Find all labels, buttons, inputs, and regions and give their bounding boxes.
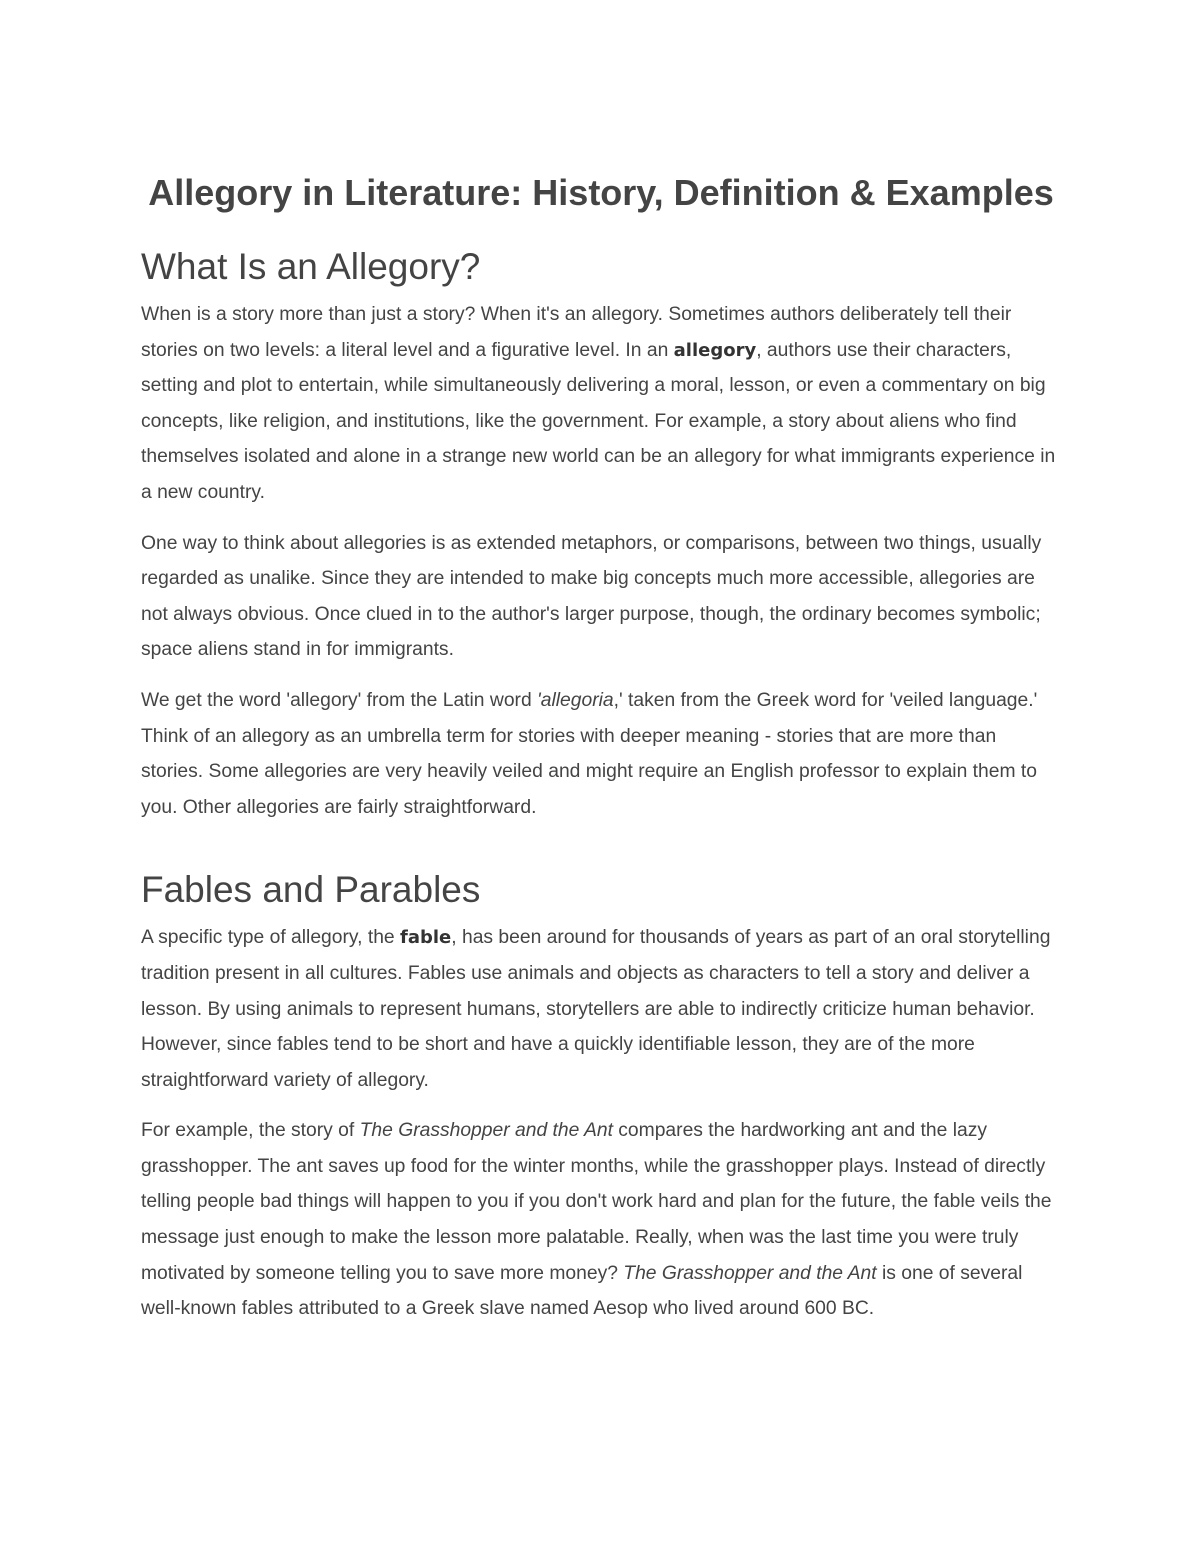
paragraph-word-origin	[141, 683, 1061, 825]
term-allegory: allegory	[673, 339, 757, 361]
story-title: The Grasshopper and the Ant	[359, 1120, 613, 1142]
story-title: The Grasshopper and the Ant	[623, 1262, 877, 1284]
paragraph-text: compares the hardworking ant and the lazy grasshopper. The ant saves up food for the winter months, while the grasshopper plays. Instead of directly telling people bad things will happen to you if you don't work hard and plan for the future, the fable veils the message just enough to make the lesson more palatable. Really, when was the last time you were truly motivated by someone telling you to save more money?	[141, 1120, 1052, 1284]
paragraph-extended-metaphors: One way to think about allegories is as extended metaphors, or comparisons, between two things, usually regarded as unalike. Since they are intended to make big concepts much more accessible, allegories are not always obvious. Once clued in to the author's larger purpose, though, the ordinary becomes symbolic; space aliens stand in for immigrants.	[141, 532, 1042, 661]
paragraph-text: For example, the story of	[141, 1120, 360, 1142]
latin-word: 'allegoria	[537, 689, 614, 711]
paragraph-text: ,' taken from the Greek word for 'veiled language.' Think of an allegory as an umbrella term for stories with deeper meaning - stories that are more than stories. Some allegories are very heavily veiled and might require an English professor to explain them to you. Other allegories are fairly straightforward.	[141, 689, 1038, 818]
paragraph-text: , has been around for thousands of years as part of an oral storytelling tradition present in all cultures. Fables use animals and objects as characters to tell a story and deliver a lesson. By using animals to represent humans, storytellers are able to indirectly criticize human behavior. However, since fables tend to be short and have a quickly identifiable lesson, they are of the more straightforward variety of allegory.	[141, 927, 1051, 1091]
term-fable: fable	[400, 927, 452, 949]
paragraph-text: is one of several well-known fables attributed to a Greek slave named Aesop who lived around 600 BC.	[141, 1262, 1023, 1320]
paragraph-grasshopper-example	[141, 1113, 1061, 1327]
paragraph-text: , authors use their characters, setting and plot to entertain, while simultaneously delivering a moral, lesson, or even a commentary on big concepts, like religion, and institutions, like the government. For example, a story about aliens who find themselves isolated and alone in a strange new world can be an allegory for what immigrants experience in a new country.	[141, 339, 1056, 503]
paragraph-text: A specific type of allegory, the	[141, 927, 401, 949]
section-heading-fables-parables: Fables and Parables	[141, 869, 481, 911]
paragraph-text: When is a story more than just a story? When it's an allegory. Sometimes authors deliberately tell their stories on two levels: a literal level and a figurative level. In an	[141, 304, 1012, 361]
paragraph-fables	[141, 920, 1061, 1098]
paragraph-allegory-intro	[141, 297, 1061, 511]
section-heading-what-is-allegory: What Is an Allegory?	[141, 246, 481, 287]
paragraph-text: We get the word 'allegory' from the Latin word	[141, 689, 538, 711]
document-page	[141, 170, 1061, 1342]
document-title: Allegory in Literature: History, Definition & Examples	[148, 172, 1054, 213]
